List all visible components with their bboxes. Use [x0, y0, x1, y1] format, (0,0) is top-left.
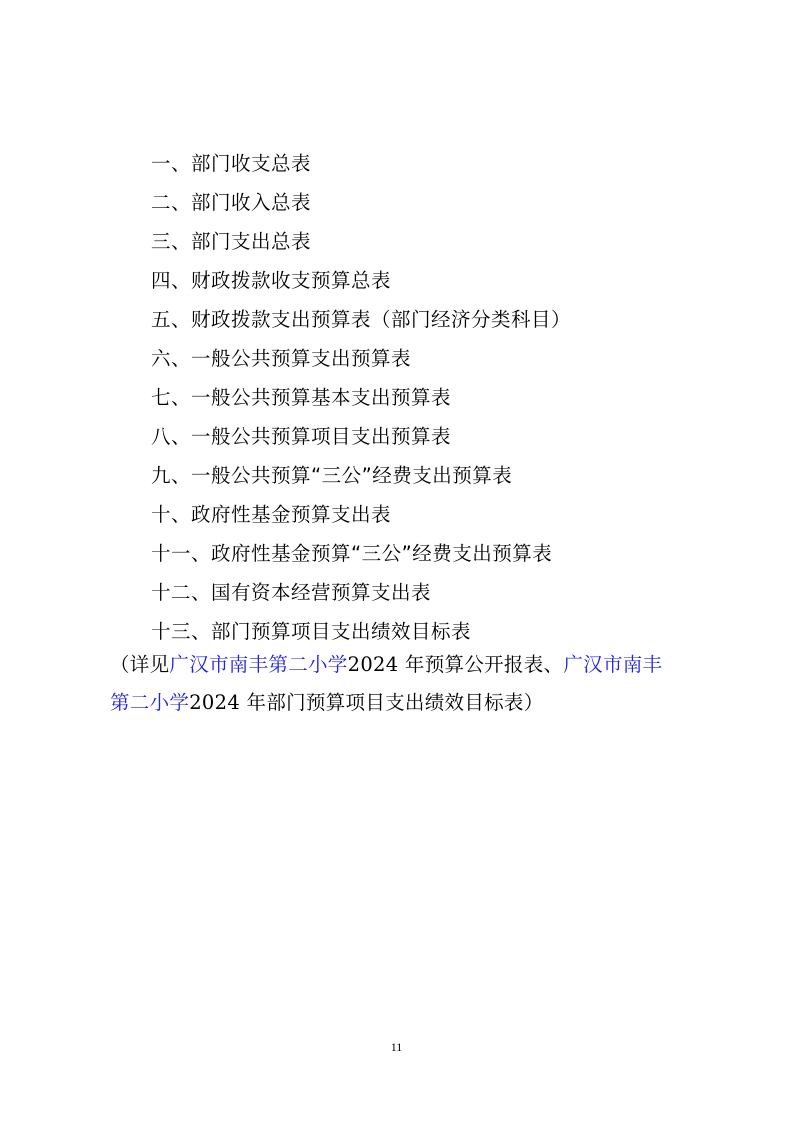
page-number: 11: [390, 1040, 403, 1054]
note-middle-text: 2024 年预算公开报表、: [347, 653, 564, 676]
reference-note: [110, 646, 700, 722]
toc-item-1: 一、部门收支总表: [151, 152, 312, 175]
toc-item-11: 十一、政府性基金预算“三公”经费支出预算表: [151, 542, 553, 565]
school-name-link-1[interactable]: 广汉市南丰第二小学: [169, 653, 348, 676]
toc-item-4: 四、财政拨款收支预算总表: [151, 269, 392, 292]
toc-item-9: 九、一般公共预算“三公”经费支出预算表: [151, 464, 513, 487]
toc-item-10: 十、政府性基金预算支出表: [151, 503, 392, 526]
school-name-link-2a[interactable]: 广汉市南丰: [563, 653, 663, 676]
toc-item-5: 五、财政拨款支出预算表（部门经济分类科目）: [151, 308, 572, 331]
note-close-text: 2024 年部门预算项目支出绩效目标表）: [189, 691, 544, 714]
note-open-text: （详见: [110, 653, 170, 676]
toc-item-12: 十二、国有资本经营预算支出表: [151, 581, 432, 604]
table-of-contents: [151, 147, 571, 654]
toc-item-6: 六、一般公共预算支出预算表: [151, 347, 412, 370]
school-name-link-2b[interactable]: 第二小学: [110, 691, 190, 714]
toc-item-3: 三、部门支出总表: [151, 230, 312, 253]
toc-item-13: 十三、部门预算项目支出绩效目标表: [151, 620, 472, 643]
toc-item-7: 七、一般公共预算基本支出预算表: [151, 386, 452, 409]
toc-item-2: 二、部门收入总表: [151, 191, 312, 214]
toc-item-8: 八、一般公共预算项目支出预算表: [151, 425, 452, 448]
